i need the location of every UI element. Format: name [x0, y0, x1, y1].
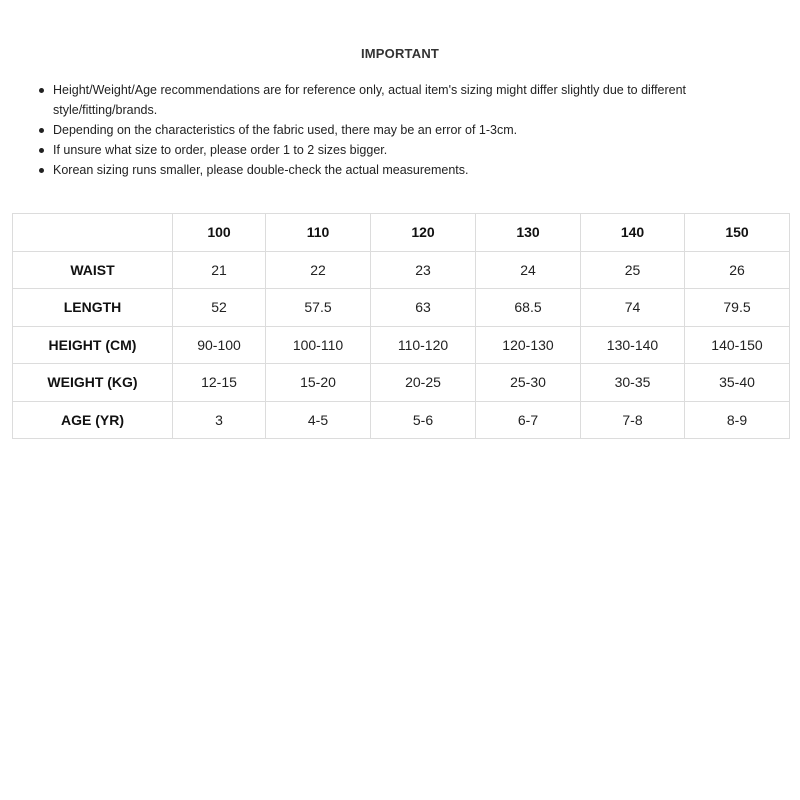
notice-item	[38, 160, 758, 180]
table-cell: 35-40	[685, 364, 790, 402]
table-cell: 6-7	[476, 401, 581, 439]
table-cell: 24	[476, 251, 581, 289]
table-cell: 52	[173, 289, 266, 327]
size-chart-table	[12, 213, 790, 439]
bullet-icon	[39, 168, 44, 173]
table-cell: 5-6	[371, 401, 476, 439]
table-cell: 26	[685, 251, 790, 289]
table-cell: 25-30	[476, 364, 581, 402]
table-cell: 25	[581, 251, 685, 289]
table-row-age	[13, 401, 790, 439]
table-cell: 140-150	[685, 326, 790, 364]
table-cell: 23	[371, 251, 476, 289]
size-header-cell: 140	[581, 214, 685, 252]
bullet-icon	[39, 88, 44, 93]
notice-item	[38, 140, 758, 160]
table-cell: 3	[173, 401, 266, 439]
notice-list	[38, 80, 758, 180]
table-cell: 110-120	[371, 326, 476, 364]
table-cell: 90-100	[173, 326, 266, 364]
table-cell: 100-110	[266, 326, 371, 364]
table-cell: 63	[371, 289, 476, 327]
table-row-length	[13, 289, 790, 327]
table-row-height	[13, 326, 790, 364]
table-cell: 30-35	[581, 364, 685, 402]
row-label: HEIGHT (CM)	[13, 326, 173, 364]
table-cell: 8-9	[685, 401, 790, 439]
table-cell: 79.5	[685, 289, 790, 327]
table-cell: 68.5	[476, 289, 581, 327]
table-cell: 20-25	[371, 364, 476, 402]
table-cell: 7-8	[581, 401, 685, 439]
row-label: WEIGHT (KG)	[13, 364, 173, 402]
table-cell: 120-130	[476, 326, 581, 364]
corner-cell	[13, 214, 173, 252]
row-label: AGE (YR)	[13, 401, 173, 439]
table-cell: 57.5	[266, 289, 371, 327]
notice-item-text: Height/Weight/Age recommendations are for reference only, actual item's sizing might differ slightly due to different style/fitting/brands.	[53, 83, 687, 117]
table-cell: 4-5	[266, 401, 371, 439]
table-cell: 21	[173, 251, 266, 289]
notice-item-text: Korean sizing runs smaller, please double-check the actual measurements.	[53, 163, 469, 177]
bullet-icon	[39, 128, 44, 133]
notice-item	[38, 80, 758, 120]
size-header-cell: 110	[266, 214, 371, 252]
row-label: LENGTH	[13, 289, 173, 327]
table-cell: 22	[266, 251, 371, 289]
size-header-cell: 130	[476, 214, 581, 252]
row-label: WAIST	[13, 251, 173, 289]
table-cell: 12-15	[173, 364, 266, 402]
table-row-weight	[13, 364, 790, 402]
table-cell: 130-140	[581, 326, 685, 364]
notice-item-text: If unsure what size to order, please order 1 to 2 sizes bigger.	[53, 143, 388, 157]
table-row-waist	[13, 251, 790, 289]
size-header-cell: 120	[371, 214, 476, 252]
table-cell: 74	[581, 289, 685, 327]
table-cell: 15-20	[266, 364, 371, 402]
size-header-row	[13, 214, 790, 252]
bullet-icon	[39, 148, 44, 153]
size-header-cell: 150	[685, 214, 790, 252]
size-header-cell: 100	[173, 214, 266, 252]
notice-title: IMPORTANT	[360, 46, 440, 61]
notice-item-text: Depending on the characteristics of the fabric used, there may be an error of 1-3cm.	[53, 123, 518, 137]
notice-item	[38, 120, 758, 140]
